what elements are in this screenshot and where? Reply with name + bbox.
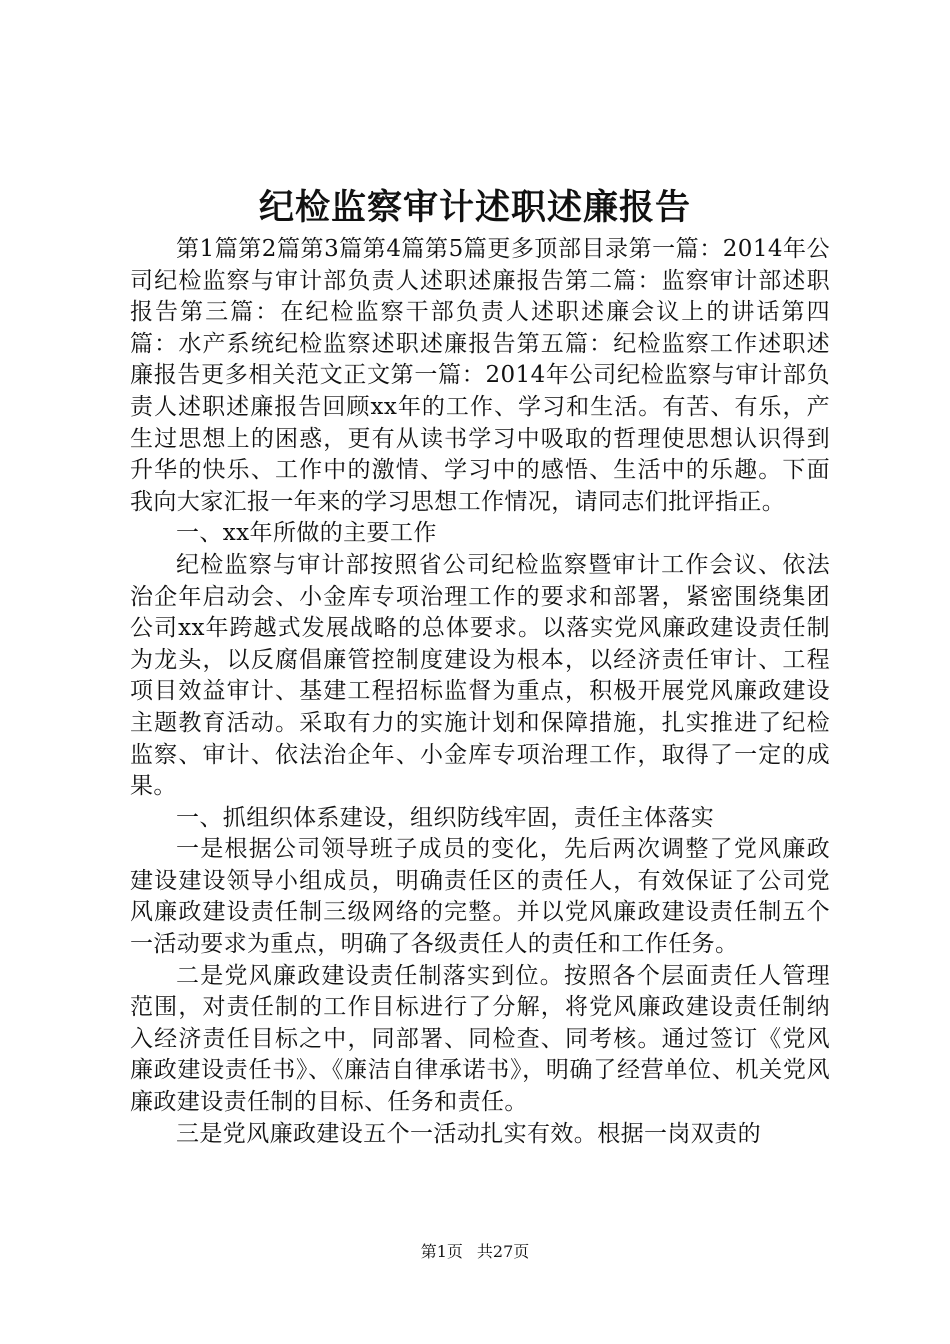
paragraph: 第1篇第2篇第3篇第4篇第5篇更多顶部目录第一篇：2014年公司纪检监察与审计部负责人述职述廉报告第二篇：监察审计部述职报告第三篇：在纪检监察干部负责人述职述廉会议上的讲话第四篇：水产系统纪检监察述职述廉报告第五篇：纪检监察工作述职述廉报告更多相关范文正文第一篇：2014年公司纪检监察与审计部负责人述职述廉报告回顾xx年的工作、学习和生活。有苦、有乐，产生过思想上的困惑，更有从读书学习中吸取的哲理使思想认识得到升华的快乐、工作中的激情、学习中的感悟、生活中的乐趣。下面我向大家汇报一年来的学习思想工作情况，请同志们批评指正。 xyxy=(130,236,830,515)
paragraph: 纪检监察与审计部按照省公司纪检监察暨审计工作会议、依法治企年启动会、小金库专项治理工作的要求和部署，紧密围绕集团公司xx年跨越式发展战略的总体要求。以落实党风廉政建设责任制为龙头，以反腐倡廉管控制度建设为根本，以经济责任审计、工程项目效益审计、基建工程招标监督为重点，积极开展党风廉政建设主题教育活动。采取有力的实施计划和保障措施，扎实推进了纪检监察、审计、依法治企年、小金库专项治理工作，取得了一定的成果。 xyxy=(130,551,830,800)
paragraph: 一是根据公司领导班子成员的变化，先后两次调整了党风廉政建设建设领导小组成员，明确责任区的责任人，有效保证了公司党风廉政建设责任制三级网络的完整。并以党风廉政建设责任制五个一活动要求为重点，明确了各级责任人的责任和工作任务。 xyxy=(130,836,830,958)
page-number: 第1页 xyxy=(420,1242,463,1261)
document-body xyxy=(130,234,830,1150)
section-heading: 一、抓组织体系建设，组织防线牢固，责任主体落实 xyxy=(176,804,715,831)
page-footer xyxy=(0,1242,950,1262)
paragraph: 二是党风廉政建设责任制落实到位。按照各个层面责任人管理范围，对责任制的工作目标进行了分解，将党风廉政建设责任制纳入经济责任目标之中，同部署、同检查、同考核。通过签订《党风廉政建设责任书》、《廉洁自律承诺书》，明确了经营单位、机关党风廉政建设责任制的目标、任务和责任。 xyxy=(130,962,830,1116)
paragraph: 三是党风廉政建设五个一活动扎实有效。根据一岗双责的 xyxy=(176,1120,761,1147)
section-heading: 一、xx年所做的主要工作 xyxy=(176,520,437,547)
page-total: 共27页 xyxy=(476,1242,530,1261)
document-title: 纪检监察审计述职述廉报告 xyxy=(258,187,691,228)
